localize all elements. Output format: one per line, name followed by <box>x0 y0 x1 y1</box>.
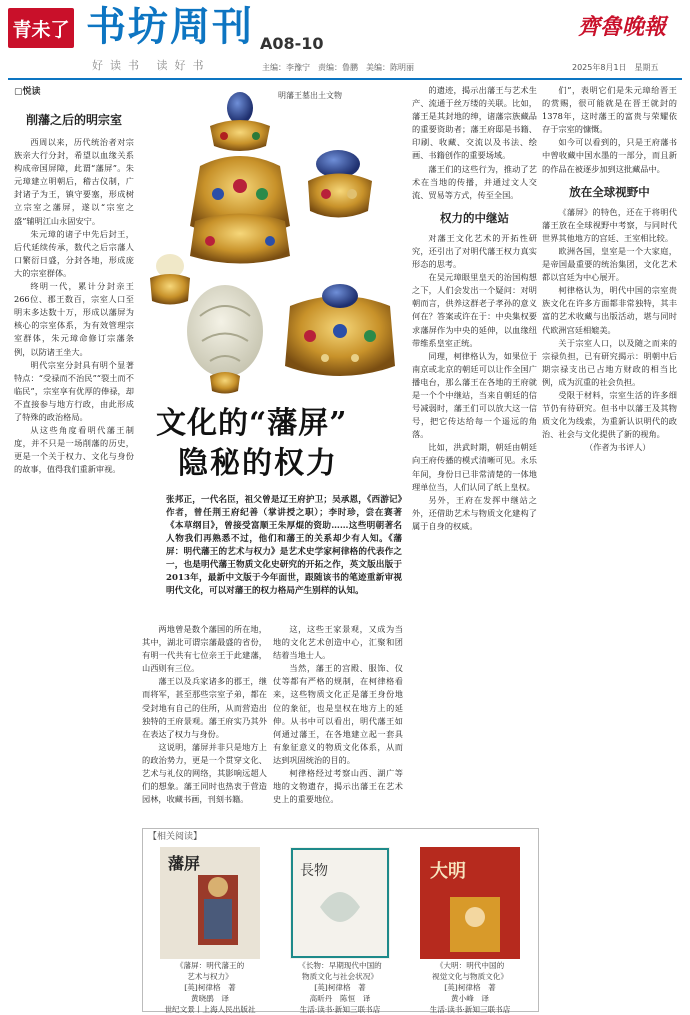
section-tag: ▢悦读 <box>14 87 41 97</box>
paragraph: 在吴元璋眼里皇天的治国构想之下，人们会发出一个疑问：对明朝而言，供养这群老子孝孙的意义何在？答案或许在于：中央集权要求藩屏作为中央的延伸，以血缘纽带维系皇室正统。 <box>412 272 537 348</box>
paragraph: 欧洲各国，皇室是一个大家庭，是帝国最重要的统治集团，文化艺术都以宫廷为中心展开。 <box>542 245 677 283</box>
paragraph: 这，这些王家景观，又成为当地的文化艺术创造中心，汇聚和团结着当地士人。 <box>273 624 403 661</box>
book-caption-2: 《长物：早期现代中国的 物质文化与社会状况》 [英]柯律格 著 高昕丹 陈恒 译 生活·读书·新知三联书店 <box>298 961 382 1014</box>
subheading: 权力的中继站 <box>440 210 509 225</box>
paragraph: 柯律格认为，明代中国的宗室贵族文化在许多方面都非常独特，其丰富的艺术收藏与出版活动，堪与同时代欧洲宫廷相媲美。 <box>542 285 677 335</box>
subheading: 放在全球视野中 <box>569 184 650 199</box>
logo: 青未了 <box>8 8 74 48</box>
paragraph: 藩王以及兵家诸多的郡王，继而将军，甚至那些宗室子弟，都在受封地有自己的住所，从而营造出独特的王府景观。藩王府实乃其外在表达了权力与身份。 <box>142 676 267 739</box>
paragraph: 的遗迹，揭示出藩王与艺术生产、流通于丝万缕的关联。比如，藩王是其封地的绅，诸藩宗族藏品的重要资助者；藩王府邸是书籍、印刷、收藏、交流以及书法、绘画、书籍创作的重要场域。 <box>412 85 537 161</box>
newspaper-name: 齊魯晚報 <box>578 14 667 40</box>
article-title: 削藩之后的明宗室 <box>25 113 122 127</box>
paragraph: 对藩王文化艺术的开拓性研究，还引出了对明代藩王权力真实形态的思考。 <box>412 232 537 270</box>
column-left <box>14 84 134 476</box>
issue-date: 2025年8月1日 星期五 <box>572 63 659 72</box>
paragraph: 比如，洪武时期，朝廷由朝廷向王府传播的模式清晰可见。永乐年间，身份日已非常清楚的一体地理单位当，人们认同了纸上皇权。 <box>412 442 537 492</box>
slogan: 好读书 读好书 <box>92 59 211 72</box>
paragraph: 西周以来，历代统治者对宗族亲大行分封，希望以血缘关系构成帝国屏障，此谓“藩屏”。朱元璋建立明朝后，稽古仪制，广封诸子为王，镇守要塞，形成树立宗室之藩屏，遂以“宗室之盛”辅明江山永固安宁。 <box>14 137 134 226</box>
book-caption-1: 《藩屏：明代藩王的 艺术与权力》 [英]柯律格 著 黄晓鹃 译 世纪文景丨上海人民出版社 <box>164 961 256 1014</box>
paragraph: 同理，柯律格认为，如果位于南京或北京的朝廷可以让作全国广播电台，那么藩王在各地的王府就是一个个中继站，当来自朝廷的信号减弱时，藩王们可以放大这一信号，把它传达给每一个遥远的角落。 <box>412 350 537 440</box>
paragraph: 关于宗室人口，以及随之而来的宗禄负担，已有研究揭示：明朝中后期宗禄支出已占地方财政的相当比例，成为沉重的社会负担。 <box>542 337 677 387</box>
column-4 <box>412 84 537 533</box>
paragraph: 当然，藩王的宫殿、服饰、仪仗等都有严格的规制，在柯律格看来，这些物质文化正是藩王身份地位的象征，也是皇权在地方上的延伸。从书中可以看出，明代藩王如何通过藩王，在各地建立起一套具有象征意义的物质文化体系，从而达到巩固统治的目的。 <box>273 663 403 765</box>
masthead-rule <box>8 78 682 80</box>
book-caption-3: 《大明：明代中国的 视觉文化与物质文化》 [英]柯律格 著 黄小峰 译 生活·读书·新知三联书店 <box>429 961 511 1014</box>
paragraph: 《藩屏》的特色，还在于将明代藩王放在全球视野中考察，与同时代世界其他地方的宫廷、王室相比较。 <box>542 206 677 243</box>
paragraph: 们”，表明它们是朱元璋给晋王的赏赐，很可能就是在晋王就封的1378年，这时藩王的富贵与荣耀依存于宗室的慷慨。 <box>542 85 677 135</box>
paragraph: 另外，王府在发挥中继站之外，还借助艺术与物质文化建构了属于自身的权威。 <box>412 494 537 531</box>
paragraph: 终明一代，累计分封亲王266位、郡王数百，宗室人口至明末多达数十万，形成以藩屏为核心的宗室体系，为有效管理宗室群体，朱元璋命修订宗藩条例，以防诸王坐大。 <box>14 281 134 357</box>
lead-paragraph: 张邦正，一代名臣，祖父曾是辽王府护卫；吴承恩，《西游记》作者，曾任荆王府纪善（掌讲授之职）；李时珍，尝在赛著《本草纲目》，曾接受富顺王朱厚焜的资助……这些明朝著名人物我们再熟悉不过，他们和藩王的关系却少有人知。《藩屏：明代藩王的艺术与权力》是艺术史学家柯律格的代表作之一，也是明代藩王物质文化史研究的开拓之作，英文版出版于2013年，最新中文版于今年面世，跟随该书的笔迹重新审视明代文化，可以对藩王的权力格局产生别样的认知。 <box>166 495 402 596</box>
paragraph: 如今可以看到的，只是王府藩书中曾收藏中国水墨的一部分，而且新的作品在被逐步加到这批藏品中。 <box>542 137 677 174</box>
paragraph: 柯律格经过考察山西、湖广等地的文物遗存，揭示出藩王在艺术史上的重要地位。 <box>273 768 403 805</box>
paragraph: 两地曾是数个藩国的所在地，其中，湖北可谓宗藩最盛的省份，有明一代共有七位亲王于此建藩，山西则有三位。 <box>142 624 267 674</box>
related-reading-tag: 【相关阅读】 <box>148 832 203 842</box>
column-5 <box>542 84 677 454</box>
book-cover-3[interactable] <box>420 847 520 959</box>
artifacts-photo <box>140 86 405 398</box>
book-cover-1[interactable] <box>160 847 260 959</box>
book-cover-title: 大明 <box>430 861 466 882</box>
photo-caption: 明藩王墓出土文物 <box>278 91 342 100</box>
book-cover-2[interactable] <box>290 847 390 959</box>
article-body <box>14 136 134 476</box>
paragraph: 从这些角度看明代藩王制度，并不只是一场削藩的历史，更是一个关于权力、文化与身份的故事，值得我们重新审视。 <box>14 425 134 475</box>
paragraph: 明代宗室分封具有明个显著特点：“受禄而不治民”“裂土而不临民”，宗室享有优厚的俸禄，却不直接参与地方行政，由此形成了特殊的政治格局。 <box>14 359 134 422</box>
paragraph: 受限于材料，宗室生活的许多细节仍有待研究。但书中以藩王及其物质文化为线索，为重新认识明代的政治、社会与文化提供了新的视角。 <box>542 389 677 440</box>
paragraph: 这说明，藩屏并非只是地方上的政治势力，更是一个贯穿文化、艺术与礼仪的网络，其影响远超人们的想象。藩王同时也热衷于营造园林，收藏书画，刊刻书籍。 <box>142 741 267 805</box>
headline-line-1: 文化的“藩屏” <box>156 406 348 441</box>
section-title: 书坊周刊 <box>86 4 254 50</box>
paragraph: 藩王们的这些行为，推动了艺术在当地的传播，并通过文人交流、贸易等方式，传至全国。 <box>412 163 537 200</box>
author-note: （作者为书评人） <box>584 442 651 453</box>
headline-line-2: 隐秘的权力 <box>178 446 338 481</box>
column-2 <box>142 623 267 806</box>
book-cover-title: 藩屏 <box>168 854 201 873</box>
book-cover-title: 長物 <box>300 863 328 879</box>
column-3 <box>273 623 403 806</box>
editor-credits: 主编：李豫宁 责编：鲁鹏 美编：陈明丽 <box>262 63 414 72</box>
paragraph: 朱元璋的诸子中先后封王，后代延续传承，数代之后宗藩人口繁衍日盛，分封各地，形成庞大的宗室群体。 <box>14 228 134 278</box>
page-number: A08-10 <box>260 34 324 53</box>
